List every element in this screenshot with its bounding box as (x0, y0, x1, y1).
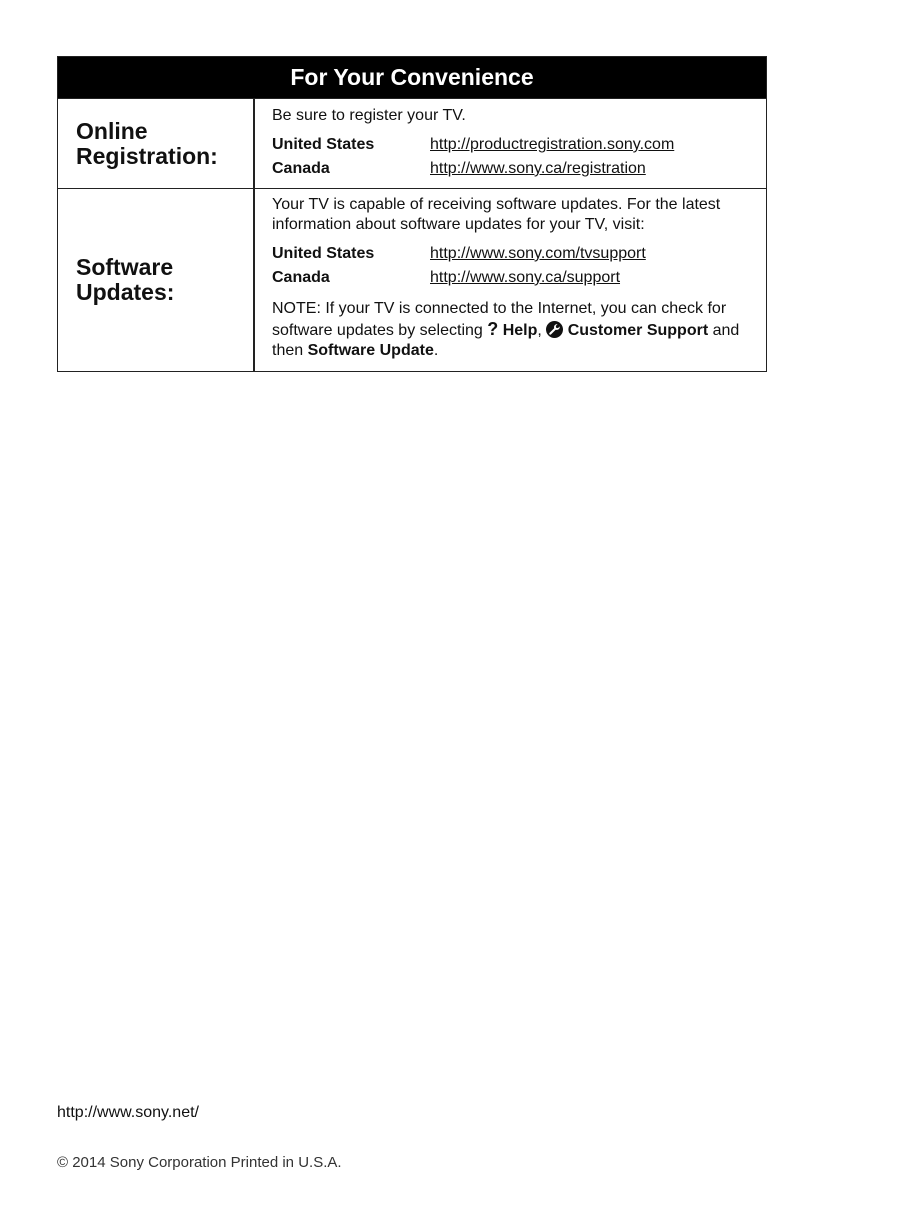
registration-row (58, 98, 766, 188)
updates-body (255, 189, 766, 371)
registration-label (58, 99, 255, 188)
help-label: Help (502, 322, 538, 339)
wrench-icon (546, 321, 563, 338)
period: . (433, 342, 439, 359)
updates-intro: Your TV is capable of receiving software updates. For the latest information about software updates for your TV, visit: (272, 196, 721, 233)
canada-support-link[interactable]: http://www.sony.ca/support (430, 269, 621, 286)
registration-body (255, 99, 766, 188)
updates-label (58, 189, 255, 371)
software-update-label: Software Update (307, 342, 434, 359)
and-then: and then (272, 322, 740, 359)
updates-links (272, 244, 750, 288)
canada-label: Canada (272, 269, 330, 286)
copyright: © 2014 Sony Corporation Printed in U.S.A. (57, 1154, 342, 1171)
registration-label-line2: Registration: (76, 142, 218, 169)
updates-label-line1: Software (76, 254, 174, 280)
registration-intro: Be sure to register your TV. (272, 107, 466, 124)
us-label: United States (272, 245, 375, 262)
update-note (272, 299, 750, 361)
customer-support-label: Customer Support (567, 322, 709, 339)
sony-net-url[interactable]: http://www.sony.net/ (57, 1104, 199, 1121)
registration-links (272, 135, 750, 179)
comma: , (537, 322, 547, 339)
us-registration-link[interactable]: http://productregistration.sony.com (430, 136, 675, 153)
note-prefix: NOTE: If your TV is connected to the Internet, you can check for software updates by selecting (272, 300, 727, 339)
registration-label-line1: Online (76, 117, 148, 144)
us-label: United States (272, 136, 375, 153)
table-title: For Your Convenience (58, 57, 766, 98)
question-mark-icon: ? (487, 319, 499, 339)
us-support-link[interactable]: http://www.sony.com/tvsupport (430, 245, 646, 262)
convenience-table (57, 56, 767, 372)
canada-label: Canada (272, 160, 330, 177)
canada-registration-link[interactable]: http://www.sony.ca/registration (430, 160, 646, 177)
updates-row (58, 188, 766, 371)
updates-label-line2: Updates: (76, 279, 175, 305)
